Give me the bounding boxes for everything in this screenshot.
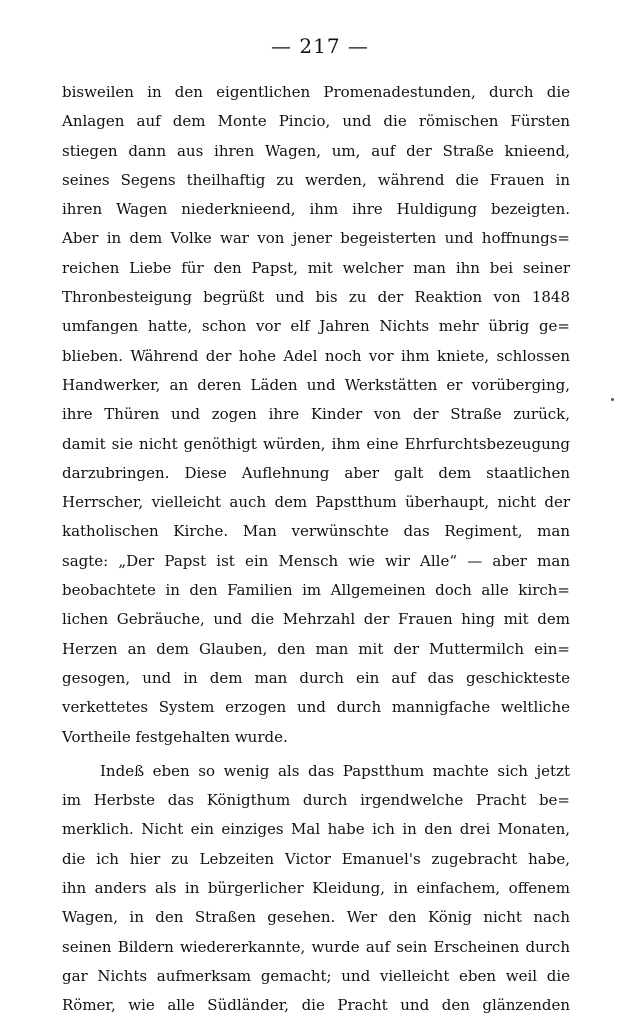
text-line: damit sie nicht genöthigt würden, ihm eine Ehrfurchtsbezeugung bbox=[62, 434, 570, 453]
text-line: stiegen dann aus ihren Wagen, um, auf der Straße knieend, bbox=[62, 141, 570, 160]
text-line: gesogen, und in dem man durch ein auf das geschickteste bbox=[62, 668, 570, 687]
text-line: Römer, wie alle Südländer, die Pracht und den glänzenden bbox=[62, 996, 570, 1015]
text-line: ihren Wagen niederknieend, ihm ihre Huldigung bezeigten. bbox=[62, 200, 570, 219]
text-line: sagte: „Der Papst ist ein Mensch wie wir Alle“ — aber man bbox=[62, 551, 570, 570]
text-line: verkettetes System erzogen und durch mannigfache weltliche bbox=[62, 698, 570, 717]
text-line: im Herbste das Königthum durch irgendwelche Pracht be= bbox=[62, 791, 570, 810]
paragraph-2 bbox=[62, 757, 570, 1021]
text-line: Handwerker, an deren Läden und Werkstätten er vorüberging, bbox=[62, 375, 570, 394]
text-line: Vortheile festgehalten wurde. bbox=[62, 727, 288, 746]
text-line: lichen Gebräuche, und die Mehrzahl der Frauen hing mit dem bbox=[62, 610, 570, 629]
text-line: merklich. Nicht ein einziges Mal habe ich in den drei Monaten, bbox=[62, 820, 570, 839]
text-line: Wagen, in den Straßen gesehen. Wer den König nicht nach bbox=[62, 908, 570, 927]
text-line: blieben. Während der hohe Adel noch vor ihm kniete, schlossen bbox=[62, 346, 570, 365]
text-line: ihn anders als in bürgerlicher Kleidung, in einfachem, offenem bbox=[62, 879, 570, 898]
text-line: reichen Liebe für den Papst, mit welcher man ihn bei seiner bbox=[62, 258, 570, 277]
text-line: beobachtete in den Familien im Allgemeinen doch alle kirch= bbox=[62, 581, 570, 600]
text-line: Indeß eben so wenig als das Papstthum machte sich jetzt bbox=[100, 761, 570, 780]
page-number: — 217 — bbox=[271, 34, 369, 58]
text-line: katholischen Kirche. Man verwünschte das Regiment, man bbox=[62, 522, 570, 541]
text-line: darzubringen. Diese Auflehnung aber galt dem staatlichen bbox=[62, 463, 570, 482]
text-line: umfangen hatte, schon vor elf Jahren Nichts mehr übrig ge= bbox=[62, 317, 570, 336]
text-line: gar Nichts aufmerksam gemacht; und vielleicht eben weil die bbox=[62, 966, 570, 985]
body-text bbox=[62, 78, 570, 1021]
text-line: seinen Bildern wiedererkannte, wurde auf sein Erscheinen durch bbox=[62, 937, 570, 956]
text-line: Anlagen auf dem Monte Pincio, und die römischen Fürsten bbox=[62, 112, 570, 131]
text-line: seines Segens theilhaftig zu werden, während die Frauen in bbox=[62, 170, 570, 189]
paragraph-1 bbox=[62, 78, 570, 752]
text-line: bisweilen in den eigentlichen Promenadestunden, durch die bbox=[62, 83, 570, 101]
paper-speck bbox=[611, 398, 614, 401]
text-line: die ich hier zu Lebzeiten Victor Emanuel's zugebracht habe, bbox=[62, 849, 570, 868]
text-line: Aber in dem Volke war von jener begeisterten und hoffnungs= bbox=[62, 229, 570, 248]
text-line: ihre Thüren und zogen ihre Kinder von der Straße zurück, bbox=[62, 405, 570, 424]
text-line: Herzen an dem Glauben, den man mit der Muttermilch ein= bbox=[62, 639, 570, 658]
text-line: Herrscher, vielleicht auch dem Papstthum überhaupt, nicht der bbox=[62, 493, 570, 512]
text-line: Thronbesteigung begrüßt und bis zu der Reaktion von 1848 bbox=[62, 288, 570, 307]
